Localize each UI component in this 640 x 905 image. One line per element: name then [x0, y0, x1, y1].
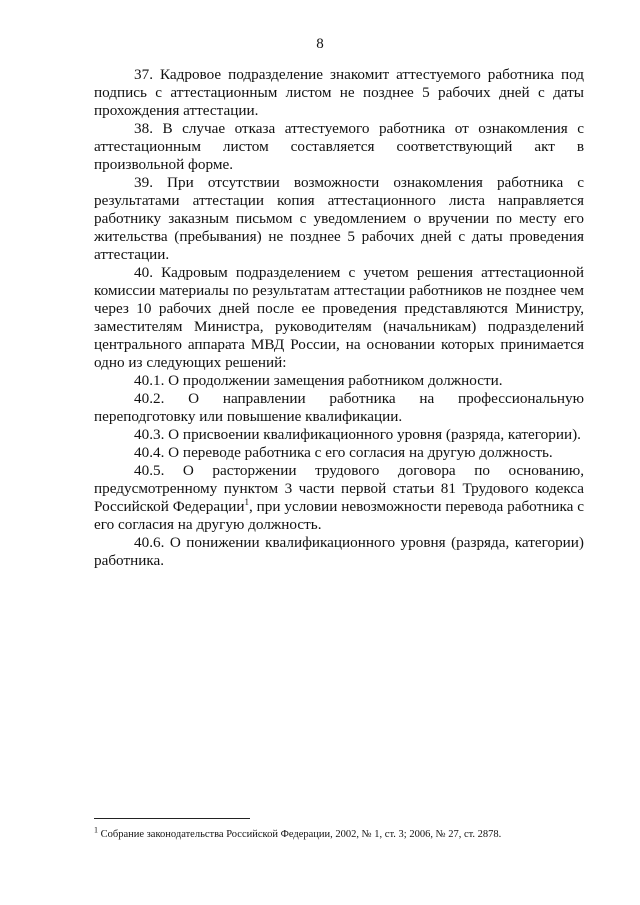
- item-40-5-text: 40.5. О расторжении трудового договора по основанию, предусмотренному пунктом 3 части первой статьи 81 Трудового кодекса Российской Федерации: [94, 462, 584, 515]
- document-body: [94, 66, 584, 570]
- footnote-divider: [94, 818, 250, 819]
- page-number: 8: [316, 36, 324, 52]
- item-40-5-text-end: , при условии невозможности перевода работника с его согласия на другую должность.: [94, 498, 584, 533]
- footnote: [94, 825, 594, 841]
- paragraph-38: 38. В случае отказа аттестуемого работника от ознакомления с аттестационным листом составляется соответствующий акт в произвольной форме.: [94, 120, 584, 173]
- item-40-4: 40.4. О переводе работника с его согласия на другую должность.: [134, 444, 553, 461]
- paragraph-37: 37. Кадровое подразделение знакомит аттестуемого работника под подпись с аттестационным листом не позднее 5 рабочих дней с даты прохождения аттестации.: [94, 66, 584, 119]
- item-40-6: 40.6. О понижении квалификационного уровня (разряда, категории) работника.: [94, 534, 584, 569]
- item-40-2: 40.2. О направлении работника на профессиональную переподготовку или повышение квалификации.: [94, 390, 584, 425]
- footnote-text: Собрание законодательства Российской Федерации, 2002, № 1, ст. 3; 2006, № 27, ст. 2878.: [100, 829, 502, 840]
- item-40-3: 40.3. О присвоении квалификационного уровня (разряда, категории).: [134, 426, 581, 443]
- item-40-5: [94, 462, 584, 534]
- footnote-reference: 1: [244, 496, 249, 507]
- paragraph-40: 40. Кадровым подразделением с учетом решения аттестационной комиссии материалы по результатам аттестации работников не позднее чем через 10 рабочих дней после ее проведения представляются Министру, заместителям Министра, руководителям (начальникам) подразделений центрального аппарата МВД России, на основании которых принимается одно из следующих решений:: [94, 264, 584, 371]
- item-40-1: 40.1. О продолжении замещения работником должности.: [134, 372, 503, 389]
- footnote-marker: 1: [94, 825, 98, 835]
- paragraph-39: 39. При отсутствии возможности ознакомления работника с результатами аттестации копия аттестационного листа направляется работнику заказным письмом с уведомлением о вручении по месту его жительства (пребывания) не позднее 5 рабочих дней с даты проведения аттестации.: [94, 174, 584, 263]
